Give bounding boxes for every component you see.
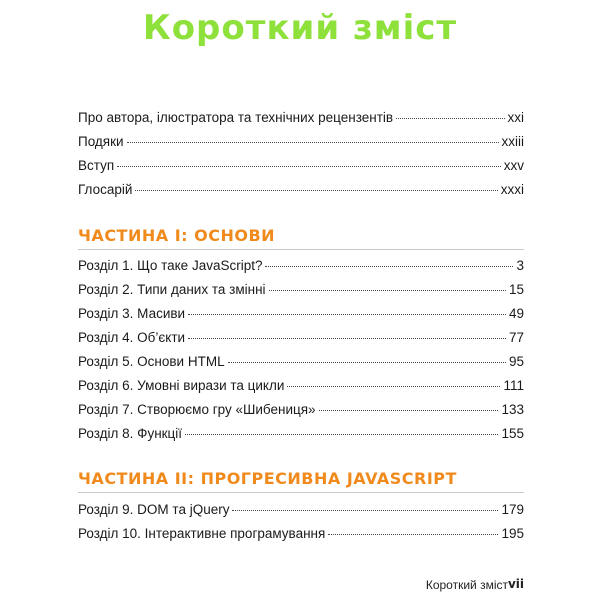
page-number: vii [507, 577, 524, 591]
toc-entry-page: 133 [501, 402, 524, 417]
toc-entry-page: xxiii [501, 134, 524, 149]
toc-entry-chapter-7[interactable] [78, 402, 524, 418]
toc-entry-page: xxxi [500, 182, 524, 197]
toc-entry-chapter-5[interactable] [78, 354, 524, 370]
part-1-heading: ЧАСТИНА I: ОСНОВИ [78, 226, 276, 245]
toc-entry-label: Розділ 7. Створюємо гру «Шибениця» [78, 402, 316, 417]
running-footer-title: Короткий зміст [425, 578, 508, 592]
toc-entry-page: 49 [508, 306, 524, 321]
toc-entry-chapter-1[interactable] [78, 258, 524, 274]
part-2-heading: ЧАСТИНА II: ПРОГРЕСИВНА JAVASCRIPT [78, 469, 457, 488]
toc-entry-label: Розділ 4. Об’єкти [78, 330, 186, 345]
dot-leader [396, 118, 504, 119]
toc-entry-chapter-2[interactable] [78, 282, 524, 298]
toc-entry-page: 15 [508, 282, 524, 297]
dot-leader [188, 314, 506, 315]
dot-leader [232, 510, 498, 511]
dot-leader [185, 434, 498, 435]
toc-entry-chapter-3[interactable] [78, 306, 524, 322]
toc-entry-label: Розділ 6. Умовні вирази та цикли [78, 378, 285, 393]
toc-entry-label: Про автора, ілюстратора та технічних рецензентів [78, 110, 394, 125]
toc-entry-page: 3 [516, 258, 524, 273]
toc-entry-page: 179 [501, 502, 524, 517]
toc-entry-introduction[interactable] [78, 158, 524, 174]
page-title: Короткий зміст [142, 8, 458, 48]
toc-entry-label: Розділ 8. Функції [78, 426, 183, 441]
dot-leader [328, 534, 498, 535]
toc-entry-page: 111 [503, 378, 524, 393]
toc-entry-acknowledgements[interactable] [78, 134, 524, 150]
toc-entry-chapter-4[interactable] [78, 330, 524, 346]
part-2-divider [78, 492, 524, 493]
dot-leader [188, 338, 506, 339]
toc-entry-page: xxv [503, 158, 524, 173]
toc-entry-page: 95 [508, 354, 524, 369]
toc-entry-about-author[interactable] [78, 110, 524, 126]
dot-leader [135, 190, 497, 191]
toc-entry-page: 195 [501, 526, 524, 541]
dot-leader [228, 362, 506, 363]
toc-entry-label: Вступ [78, 158, 115, 173]
dot-leader [319, 410, 499, 411]
toc-entry-label: Глосарій [78, 182, 133, 197]
toc-entry-page: 77 [508, 330, 524, 345]
dot-leader [287, 386, 500, 387]
toc-entry-page: 155 [501, 426, 524, 441]
toc-entry-page: xxi [507, 110, 524, 125]
toc-entry-label: Розділ 5. Основи HTML [78, 354, 225, 369]
toc-entry-label: Розділ 10. Інтерактивне програмування [78, 526, 326, 541]
toc-entry-chapter-10[interactable] [78, 526, 524, 542]
toc-entry-chapter-9[interactable] [78, 502, 524, 518]
dot-leader [127, 142, 499, 143]
dot-leader [269, 290, 506, 291]
toc-entry-label: Подяки [78, 134, 124, 149]
toc-entry-chapter-6[interactable] [78, 378, 524, 394]
part-1-divider [78, 249, 524, 250]
toc-entry-label: Розділ 2. Типи даних та змінні [78, 282, 266, 297]
toc-entry-label: Розділ 9. DOM та jQuery [78, 502, 230, 517]
toc-entry-label: Розділ 3. Масиви [78, 306, 186, 321]
toc-entry-glossary[interactable] [78, 182, 524, 198]
toc-entry-chapter-8[interactable] [78, 426, 524, 442]
dot-leader [265, 266, 513, 267]
dot-leader [117, 166, 501, 167]
toc-entry-label: Розділ 1. Що таке JavaScript? [78, 258, 263, 273]
